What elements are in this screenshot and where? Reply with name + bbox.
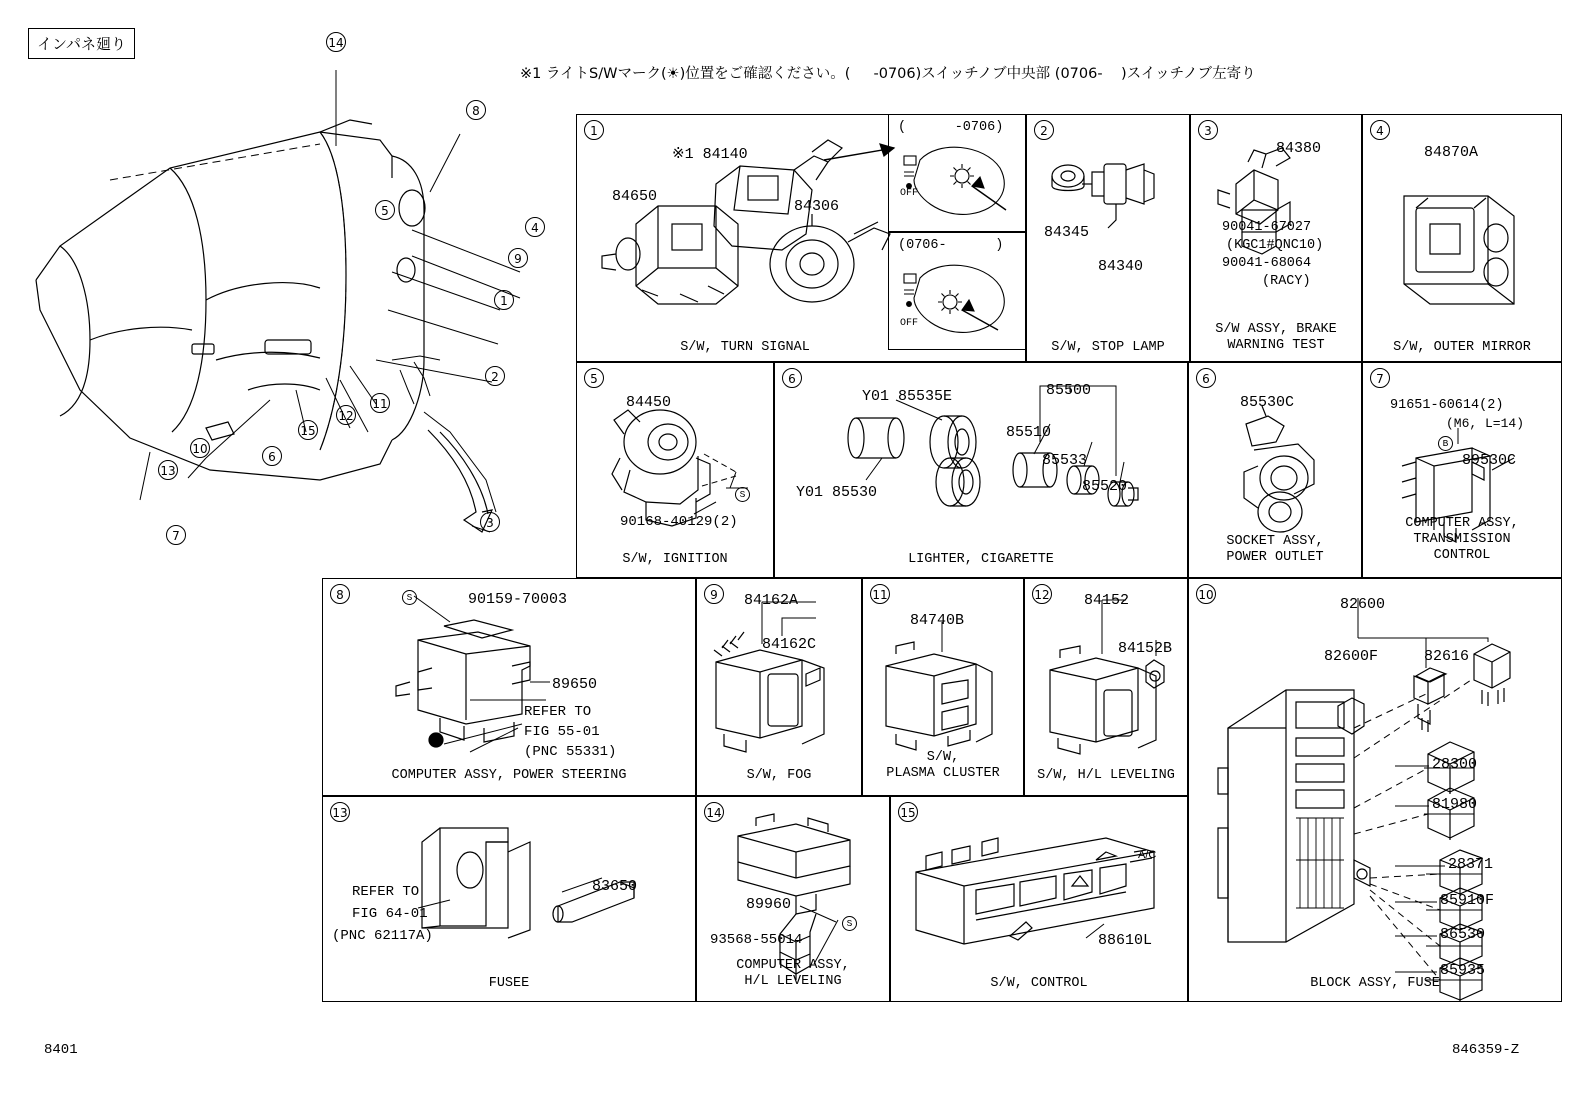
part-90159-70003: 90159-70003 bbox=[468, 591, 568, 608]
part-85530C: 85530C bbox=[1240, 394, 1295, 411]
part-84162C: 84162C bbox=[762, 636, 817, 653]
caption-power-steering: COMPUTER ASSY, POWER STEERING bbox=[391, 768, 627, 783]
part-85935: 85935 bbox=[1440, 962, 1486, 979]
part-89960: 89960 bbox=[746, 896, 792, 913]
transmission-computer-art bbox=[1362, 362, 1562, 578]
fuse-leader-lines bbox=[1395, 750, 1455, 980]
outer-mirror-switch-art bbox=[1362, 114, 1562, 362]
callout-B-transmission: B bbox=[1438, 436, 1453, 451]
panel-callout-8: 8 bbox=[330, 584, 350, 604]
callout-3-dashboard: 3 bbox=[480, 512, 500, 532]
ref-ps-line2: FIG 55-01 bbox=[524, 724, 600, 740]
part-28300: 28300 bbox=[1432, 756, 1478, 773]
part-84340: 84340 bbox=[1098, 258, 1144, 275]
page-title: インパネ廻り bbox=[28, 28, 135, 59]
plasma-cluster-switch-art bbox=[862, 578, 1024, 796]
part-81980: 81980 bbox=[1432, 796, 1478, 813]
caption-socket-line1: SOCKET ASSY, bbox=[1226, 534, 1324, 549]
part-82600F: 82600F bbox=[1324, 648, 1379, 665]
caption-ignition: S/W, IGNITION bbox=[622, 552, 728, 567]
caption-socket-line2: POWER OUTLET bbox=[1226, 550, 1324, 565]
part-84152B: 84152B bbox=[1118, 640, 1173, 657]
part-85910F: 85910F bbox=[1440, 892, 1495, 909]
panel-callout-3: 3 bbox=[1198, 120, 1218, 140]
callout-2-dashboard: 2 bbox=[485, 366, 505, 386]
footer-right: 846359-Z bbox=[1452, 1042, 1520, 1058]
part-84380: 84380 bbox=[1276, 140, 1322, 157]
hl-leveling-switch-art bbox=[1024, 578, 1188, 796]
panel-callout-13: 13 bbox=[330, 802, 350, 822]
part-84450: 84450 bbox=[626, 394, 672, 411]
power-steering-leaders bbox=[470, 660, 590, 770]
inset-label-after0706: (0706- ) bbox=[898, 238, 1004, 253]
part-82616: 82616 bbox=[1424, 648, 1470, 665]
caption-lighter-cigarette: LIGHTER, CIGARETTE bbox=[908, 552, 1054, 567]
ref-fusee-line3: (PNC 62117A) bbox=[332, 928, 433, 944]
sw-control-art bbox=[890, 796, 1188, 1002]
panel-callout-10: 10 bbox=[1196, 584, 1216, 604]
caption-turn-signal: S/W, TURN SIGNAL bbox=[680, 340, 810, 355]
callout-1-dashboard: 1 bbox=[494, 290, 514, 310]
part-86530: 86530 bbox=[1440, 926, 1486, 943]
caption-fusee: FUSEE bbox=[488, 976, 530, 991]
panel-callout-15: 15 bbox=[898, 802, 918, 822]
callout-13-dashboard: 13 bbox=[158, 460, 178, 480]
stop-lamp-art bbox=[1026, 114, 1190, 362]
panel-callout-5: 5 bbox=[584, 368, 604, 388]
light-switch-inset-art bbox=[888, 114, 1026, 350]
caption-fuse-block: BLOCK ASSY, FUSE bbox=[1310, 976, 1440, 991]
dashboard-illustration bbox=[20, 60, 560, 580]
part-84162A: 84162A bbox=[744, 592, 799, 609]
inset-off-label-bottom: OFF bbox=[900, 318, 919, 329]
part-85510: 85510 bbox=[1006, 424, 1052, 441]
callout-12-dashboard: 12 bbox=[336, 405, 356, 425]
caption-tc-line1: COMPUTER ASSY, bbox=[1405, 516, 1519, 531]
panel-callout-14: 14 bbox=[704, 802, 724, 822]
inset-label-before0706: ( -0706) bbox=[898, 120, 1004, 135]
part-84152: 84152 bbox=[1084, 592, 1130, 609]
ref-fusee-line1: REFER TO bbox=[352, 884, 420, 900]
part-91651-60614: 91651-60614(2) bbox=[1390, 398, 1504, 413]
fog-switch-art bbox=[696, 578, 862, 796]
footnote-lightswitch: ※1 ライトS/Wマーク(☀)位置をご確認ください。( -0706)スイッチノブ中央部 (0706- )スイッチノブ左寄り bbox=[520, 66, 1256, 82]
panel-callout-9: 9 bbox=[704, 584, 724, 604]
part-82600: 82600 bbox=[1340, 596, 1386, 613]
ignition-switch-art bbox=[576, 362, 774, 578]
caption-pc-line2: PLASMA CLUSTER bbox=[886, 766, 1000, 781]
part-93568-55014: 93568-55014 bbox=[710, 932, 803, 948]
callout-6-dashboard: 6 bbox=[262, 446, 282, 466]
inset-off-label-top: OFF bbox=[900, 188, 919, 199]
part-Y01-85530: Y01 85530 bbox=[796, 484, 878, 501]
callout-4-dashboard: 4 bbox=[525, 217, 545, 237]
panel-callout-11: 11 bbox=[870, 584, 890, 604]
part-28371: 28371 bbox=[1448, 856, 1494, 873]
callout-10-dashboard: 10 bbox=[190, 438, 210, 458]
caption-hl-leveling-switch: S/W, H/L LEVELING bbox=[1037, 768, 1175, 783]
fusee-art bbox=[322, 796, 696, 1002]
part-racy: (RACY) bbox=[1262, 274, 1311, 289]
caption-pc-line1: S/W, bbox=[926, 750, 960, 765]
caption-tc-line3: CONTROL bbox=[1433, 548, 1491, 563]
part-84650: 84650 bbox=[612, 188, 658, 205]
part-84870A: 84870A bbox=[1424, 144, 1479, 161]
panel-callout-7: 7 bbox=[1370, 368, 1390, 388]
callout-S-hl-leveling: S bbox=[842, 916, 857, 931]
part-84740B: 84740B bbox=[910, 612, 965, 629]
part-Y01-85535E: Y01 85535E bbox=[862, 388, 953, 405]
panel-callout-6-lighter: 6 bbox=[782, 368, 802, 388]
part-90041-67027: 90041-67027 bbox=[1222, 220, 1312, 235]
part-85520: 85520 bbox=[1082, 478, 1128, 495]
part-83650: 83650 bbox=[592, 878, 638, 895]
power-outlet-art bbox=[1188, 362, 1362, 578]
ref-ps-line1: REFER TO bbox=[524, 704, 592, 720]
callout-S-power-steering: S bbox=[402, 590, 417, 605]
part-89650: 89650 bbox=[552, 676, 598, 693]
callout-14-dashboard: 14 bbox=[326, 32, 346, 52]
ref-fusee-line2: FIG 64-01 bbox=[352, 906, 428, 922]
hl-leveling-computer-art bbox=[696, 796, 890, 1002]
caption-brake-line2: WARNING TEST bbox=[1227, 338, 1325, 353]
part-84345: 84345 bbox=[1044, 224, 1090, 241]
ac-text: A/C bbox=[1138, 849, 1157, 861]
caption-stop-lamp: S/W, STOP LAMP bbox=[1051, 340, 1165, 355]
lighter-art bbox=[774, 362, 1188, 578]
callout-11-dashboard: 11 bbox=[370, 393, 390, 413]
callout-15-dashboard: 15 bbox=[298, 420, 318, 440]
panel-callout-4: 4 bbox=[1370, 120, 1390, 140]
panel-callout-12: 12 bbox=[1032, 584, 1052, 604]
panel-callout-6-socket: 6 bbox=[1196, 368, 1216, 388]
panel-callout-1: 1 bbox=[584, 120, 604, 140]
part-88610L: 88610L bbox=[1098, 932, 1153, 949]
caption-sw-control: S/W, CONTROL bbox=[990, 976, 1088, 991]
callout-7-dashboard: 7 bbox=[166, 525, 186, 545]
caption-brake-line1: S/W ASSY, BRAKE bbox=[1215, 322, 1337, 337]
callout-9-dashboard: 9 bbox=[508, 248, 528, 268]
caption-fog: S/W, FOG bbox=[746, 768, 812, 783]
footer-left: 8401 bbox=[44, 1042, 78, 1058]
fuse-block-art bbox=[1188, 578, 1562, 1002]
ref-ps-line3: (PNC 55331) bbox=[524, 744, 617, 760]
callout-S-ignition: S bbox=[735, 487, 750, 502]
callout-8-dashboard: 8 bbox=[466, 100, 486, 120]
caption-tc-line2: TRANSMISSION bbox=[1413, 532, 1511, 547]
part-84140: ※1 84140 bbox=[672, 146, 748, 163]
brake-warning-art bbox=[1190, 114, 1362, 362]
part-kgc1qnc10: (KGC1#QNC10) bbox=[1226, 238, 1324, 253]
part-85533: 85533 bbox=[1042, 452, 1088, 469]
panel-callout-2: 2 bbox=[1034, 120, 1054, 140]
part-84306: 84306 bbox=[794, 198, 840, 215]
part-85500: 85500 bbox=[1046, 382, 1092, 399]
caption-hlc-line1: COMPUTER ASSY, bbox=[736, 958, 850, 973]
callout-5-dashboard: 5 bbox=[375, 200, 395, 220]
part-m6-l14: (M6, L=14) bbox=[1446, 416, 1525, 431]
caption-hlc-line2: H/L LEVELING bbox=[744, 974, 842, 989]
part-89530C: 89530C bbox=[1462, 452, 1517, 469]
part-90168-40129: 90168-40129(2) bbox=[620, 514, 738, 530]
caption-outer-mirror: S/W, OUTER MIRROR bbox=[1393, 340, 1531, 355]
part-90041-68064: 90041-68064 bbox=[1222, 256, 1312, 271]
